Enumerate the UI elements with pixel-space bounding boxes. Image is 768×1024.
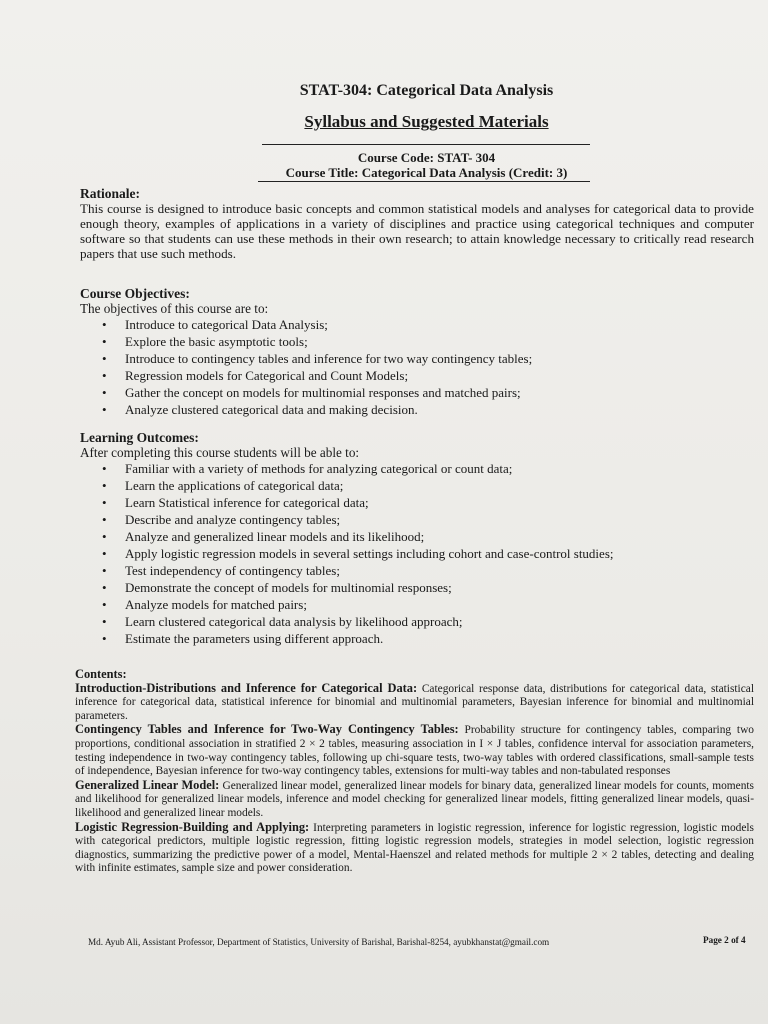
course-title: Course Title: Categorical Data Analysis (Credit: 3): [285, 165, 568, 180]
section-title: Contingency Tables and Inference for Two-Way Contingency Tables:: [75, 722, 459, 737]
contents-heading: Contents:: [75, 667, 127, 681]
rationale-text: This course is designed to introduce basic concepts and common statistical models and analyses for categorical data to provide enough theory, examples of applications in a variety of disciplines and practice using categorical techniques and computer software so that students can use these methods in their own research; to attain knowledge necessary to critically read research papers that use such methods.: [80, 201, 754, 261]
section-text: Probability structure for contingency tables, comparing two proportions, conditional association in stratified 2 × 2 tables, measuring association in I × J tables, confidence interval for association parameters, testing independence in two-way contingency tables, following up chi-square tests, two-way tables with ordered classifications, small-sample tests of independence, Bayesian inference for two-way contingency tables, extensions for multi-way tables and non-tabulated responses: [75, 724, 755, 778]
rationale-section: [80, 186, 754, 261]
section-title: Generalized Linear Model:: [75, 777, 220, 792]
course-title-underline: [258, 181, 590, 182]
contents-section: [75, 668, 754, 876]
contents-paragraph: [75, 682, 754, 724]
outcomes-intro: After completing this course students will be able to:: [80, 445, 360, 460]
outcomes-heading: Learning Outcomes:: [80, 430, 199, 445]
section-title: Introduction-Distributions and Inference for Categorical Data:: [75, 680, 418, 695]
list-item: • Learn clustered categorical data analysis by likelihood approach;: [80, 613, 754, 630]
course-code: Course Code: STAT- 304: [357, 150, 496, 165]
list-item: • Explore the basic asymptotic tools;: [80, 333, 754, 350]
objectives-heading: Course Objectives:: [80, 286, 190, 301]
list-item: • Analyze and generalized linear models and its likelihood;: [80, 528, 754, 545]
title-divider: [262, 144, 590, 145]
list-item: • Analyze models for matched pairs;: [80, 596, 754, 613]
footer-author: Md. Ayub Ali, Assistant Professor, Department of Statistics, University of Barishal, Barishal-8254, ayubkhanstat@gmail.com: [88, 937, 550, 947]
section-title: Logistic Regression-Building and Applying:: [75, 819, 310, 834]
outcomes-section: [80, 430, 754, 647]
contents-paragraph: [75, 821, 754, 876]
document-subtitle: Syllabus and Suggested Materials: [304, 112, 549, 131]
list-item: • Test independency of contingency tables;: [80, 562, 754, 579]
list-item: • Gather the concept on models for multinomial responses and matched pairs;: [80, 384, 754, 401]
list-item: • Describe and analyze contingency tables;: [80, 511, 754, 528]
list-item: • Introduce to contingency tables and inference for two way contingency tables;: [80, 350, 754, 367]
list-item: • Introduce to categorical Data Analysis;: [80, 316, 754, 333]
list-item: • Learn the applications of categorical data;: [80, 477, 754, 494]
rationale-heading: Rationale:: [80, 186, 140, 201]
section-text: Categorical response data, distributions for categorical data, statistical inference for categorical data, statistical inference for binomial and multinomial parameters, Bayesian inference for binomial and multinomial parameters.: [75, 682, 755, 722]
section-text: Generalized linear model, generalized linear models for binary data, generalized linear models for counts, moments and likelihood for generalized linear models, inference and model checking for generalized linear models, fitting generalized linear models, quasi-likelihood and generalized linear models.: [75, 779, 754, 819]
list-item: • Demonstrate the concept of models for multinomial responses;: [80, 579, 754, 596]
objectives-section: [80, 286, 754, 418]
list-item: • Analyze clustered categorical data and making decision.: [80, 401, 754, 418]
outcomes-list: [80, 460, 754, 647]
list-item: • Apply logistic regression models in several settings including cohort and case-control studies;: [80, 545, 754, 562]
list-item: • Estimate the parameters using different approach.: [80, 630, 754, 647]
objectives-intro: The objectives of this course are to:: [80, 301, 269, 316]
contents-paragraph: [75, 779, 754, 821]
document-title: STAT-304: Categorical Data Analysis: [299, 82, 554, 99]
section-text: Interpreting parameters in logistic regression, inference for logistic regression, logistic models with categorical predictors, multiple logistic regression, fitting logistic regression models, strategies in model selection, logistic regression diagnostics, summarizing the predictive power of a model, Mental-Haenszel and related methods for multiple 2 × 2 tables, detecting and dealing with infinite estimates, sample size and power consideration.: [75, 821, 754, 875]
objectives-list: [80, 316, 754, 418]
page-number: Page 2 of 4: [703, 935, 746, 945]
list-item: • Learn Statistical inference for categorical data;: [80, 494, 754, 511]
contents-paragraph: [75, 723, 754, 778]
list-item: • Regression models for Categorical and Count Models;: [80, 367, 754, 384]
list-item: • Familiar with a variety of methods for analyzing categorical or count data;: [80, 460, 754, 477]
